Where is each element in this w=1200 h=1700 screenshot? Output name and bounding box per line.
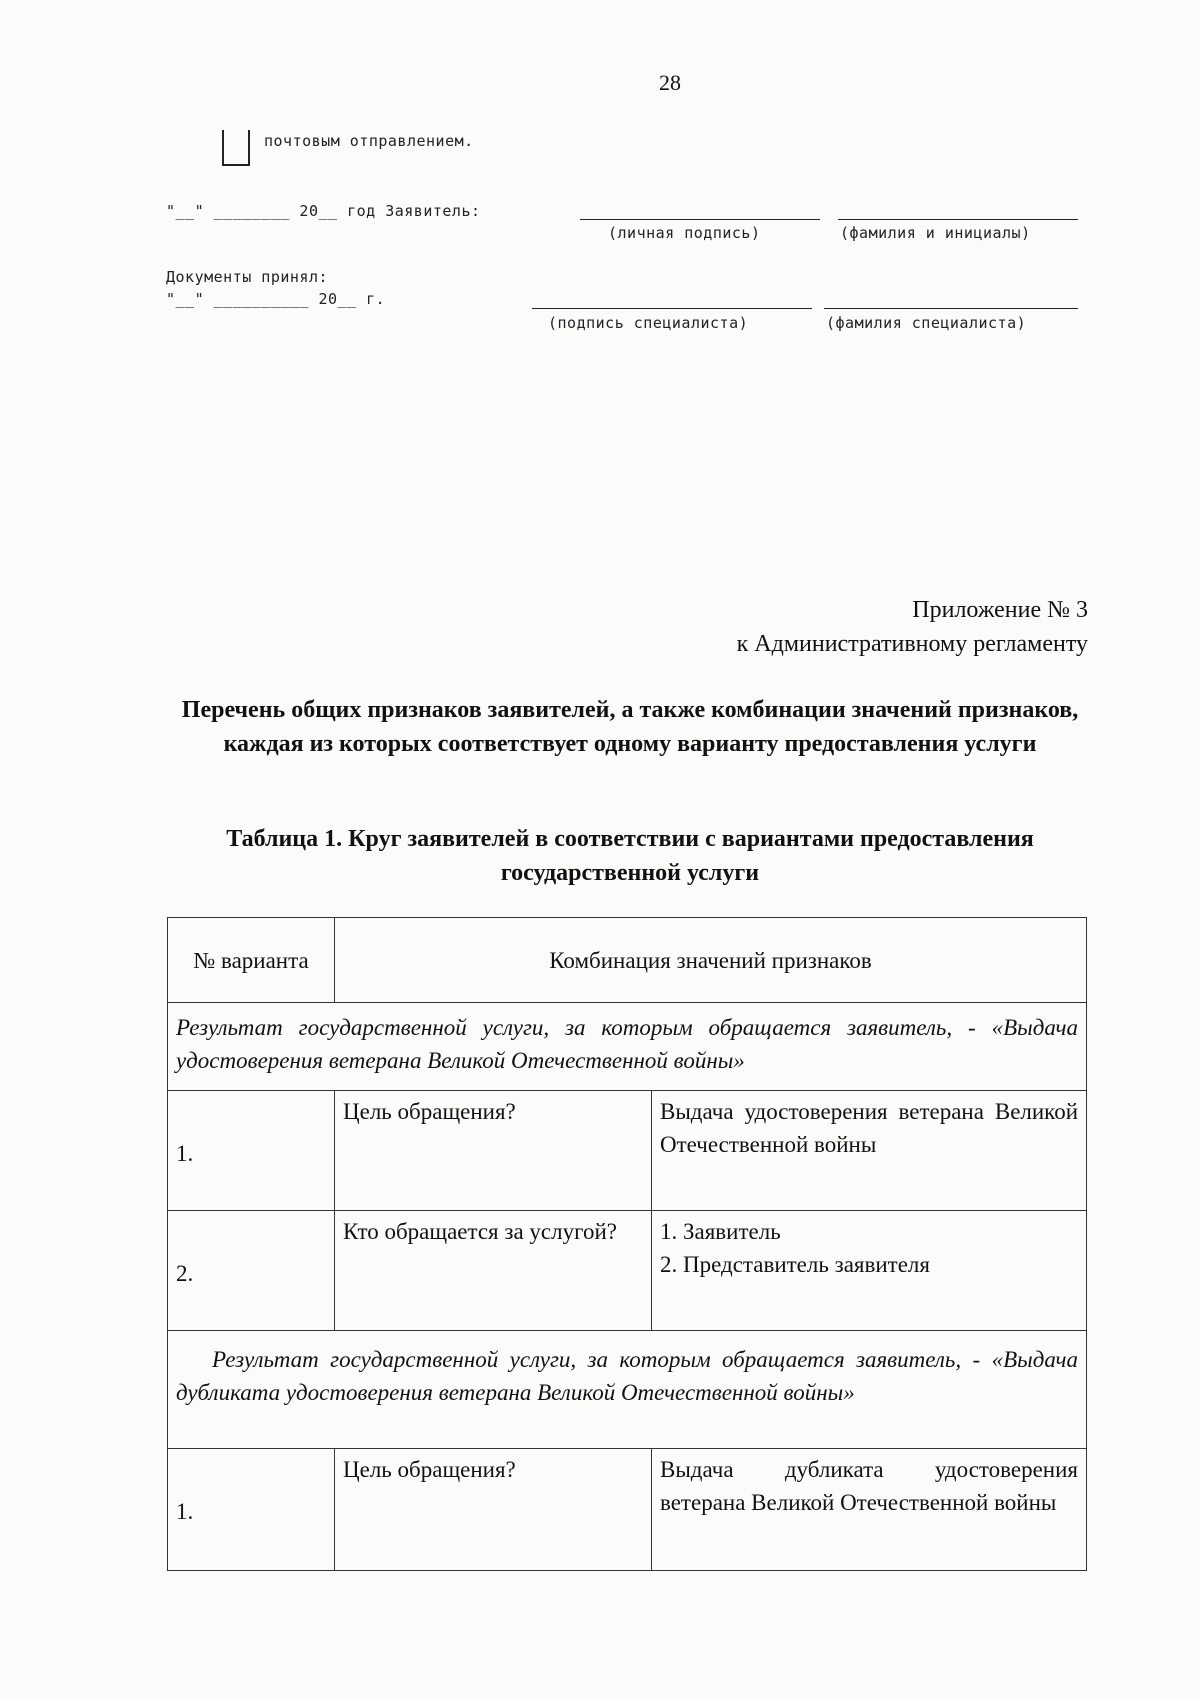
row-number: 1. [168,1091,335,1211]
checkbox-box[interactable] [222,130,250,166]
table-header-row [168,918,1087,1003]
page-number: 28 [659,70,681,95]
caption-specialist-signature: (подпись специалиста) [548,314,749,332]
table-row [168,1211,1087,1331]
section-row [168,1331,1087,1449]
row-question: Цель обращения? [335,1449,652,1571]
row-answer [652,1211,1087,1331]
section-title-2: Результат государственной услуги, за которым обращается заявитель, - «Выдача дубликата удостоверения ветерана Великой Отечественной войны» [168,1331,1087,1449]
section-row [168,1003,1087,1091]
signature-line [580,219,820,220]
table-row [168,1449,1087,1571]
answer-option: 2. Представитель заявителя [660,1252,930,1277]
applicant-date-line: "__" ________ 20__ год Заявитель: [166,202,481,220]
row-question: Кто обращается за услугой? [335,1211,652,1331]
header-variant-number: № варианта [168,918,335,1003]
row-question: Цель обращения? [335,1091,652,1211]
document-title: Перечень общих признаков заявителей, а также комбинации значений признаков, каждая из которых соответствует одному варианту предоставления услуги [181,697,1079,757]
caption-name: (фамилия и инициалы) [840,224,1031,242]
appendix-heading [737,593,1088,661]
checkbox-label: почтовым отправлением. [264,132,474,150]
caption-signature: (личная подпись) [608,224,761,242]
row-answer: Выдача удостоверения ветерана Великой Отечественной войны [652,1091,1087,1211]
appendix-line1: Приложение № 3 [912,597,1088,623]
answer-option: 1. Заявитель [660,1219,781,1244]
section-title-1: Результат государственной услуги, за которым обращается заявитель, - «Выдача удостоверения ветерана Великой Отечественной войны» [168,1003,1087,1091]
header-combination: Комбинация значений признаков [335,918,1087,1003]
accepted-label: Документы принял: [166,268,329,286]
accepted-date-line: "__" __________ 20__ г. [166,290,386,308]
specialist-signature-line [532,308,812,309]
table-row [168,1091,1087,1211]
appendix-line2: к Административному регламенту [736,631,1088,657]
variants-table [167,917,1087,1571]
table-title: Таблица 1. Круг заявителей в соответствии с вариантами предоставления государственной услуги [226,826,1034,886]
specialist-name-line [824,308,1078,309]
name-line [838,219,1078,220]
row-number: 2. [168,1211,335,1331]
row-number: 1. [168,1449,335,1571]
caption-specialist-name: (фамилия специалиста) [826,314,1027,332]
row-answer: Выдача дубликата удостоверения ветерана Великой Отечественной войны [652,1449,1087,1571]
